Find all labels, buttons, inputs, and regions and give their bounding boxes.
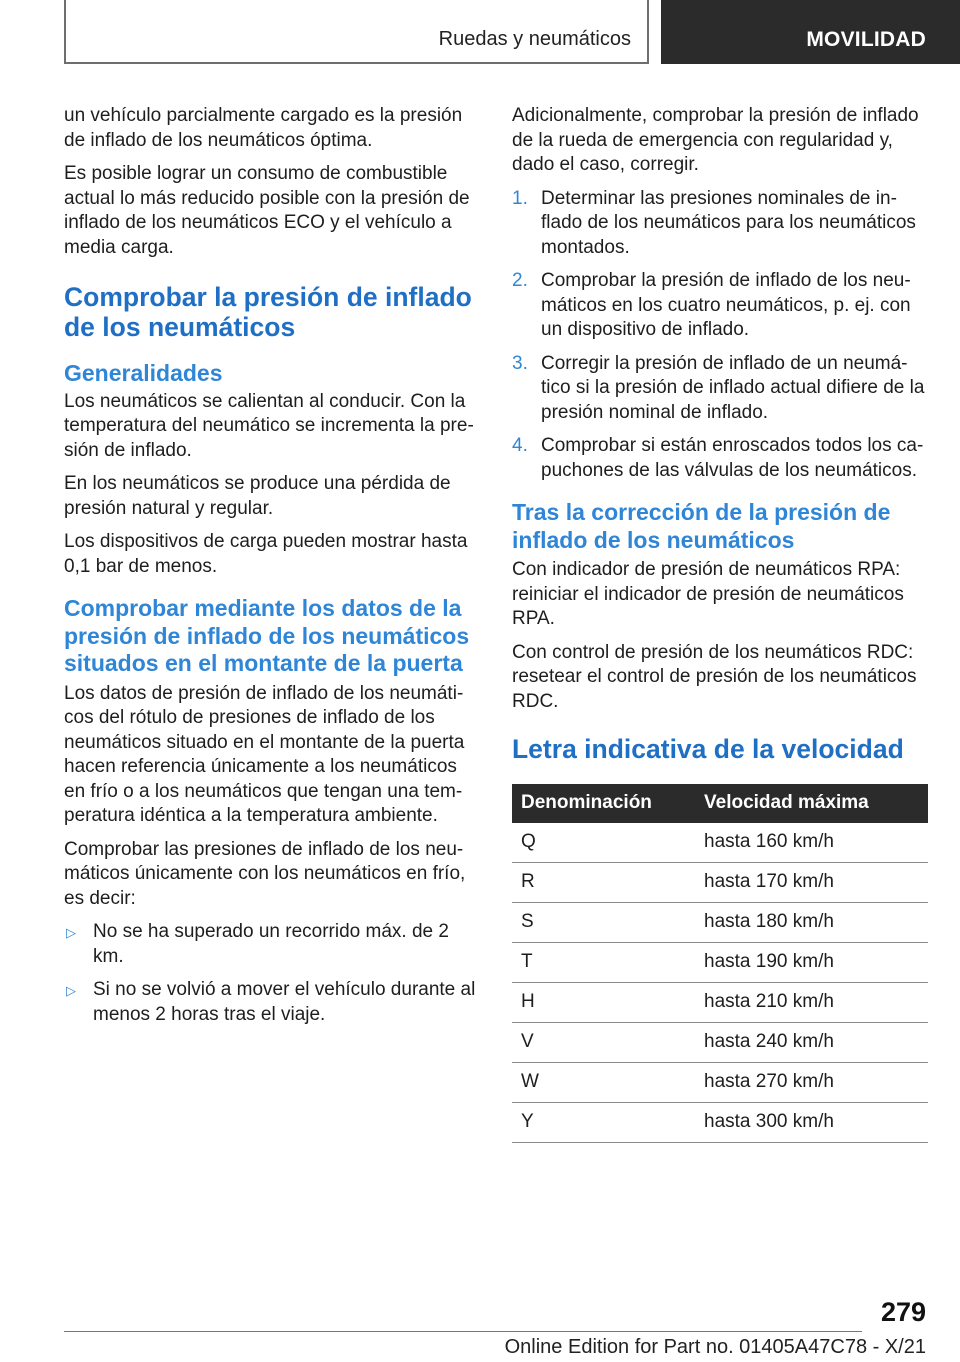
list-item-text: Si no se volvió a mover el vehículo durante al menos 2 horas tras el viaje. xyxy=(93,979,476,1025)
paragraph: Es posible lograr un consumo de combustible actual lo más reducido posible con la presión de inflado de los neumáticos ECO y el vehículo a media carga. xyxy=(64,163,470,258)
step-text: Determinar las presiones nominales de inflado de los neumáticos para los neumáticos montados. xyxy=(541,187,916,258)
footer-edition: Online Edition for Part no. 01405A47C78 - X/21 xyxy=(504,1336,926,1358)
step-item xyxy=(512,187,930,261)
table-cell: hasta 300 km/h xyxy=(695,1103,928,1143)
header-chapter-label: MOVILIDAD xyxy=(806,28,926,51)
bullet-list xyxy=(64,920,482,1027)
step-text: Corregir la presión de inflado de un neumático si la presión de inflado actual difiere de la presión nominal de inflado. xyxy=(541,352,925,423)
paragraph: Los dispositivos de carga pueden mostrar hasta 0,1 bar de menos. xyxy=(64,531,468,577)
table-cell: hasta 270 km/h xyxy=(695,1063,928,1103)
paragraph: Adicionalmente, comprobar la presión de inflado de la rueda de emergencia con regularidad y, dado el caso, corregir. xyxy=(512,105,919,175)
triangle-right-icon: ▷ xyxy=(66,925,76,940)
table-row xyxy=(512,1103,928,1143)
subheading-door-pillar xyxy=(64,595,482,678)
table-cell: hasta 190 km/h xyxy=(695,943,928,983)
table-cell: Y xyxy=(512,1103,695,1143)
table-row xyxy=(512,983,928,1023)
step-item xyxy=(512,434,930,483)
list-item xyxy=(64,978,482,1027)
table-header-row xyxy=(512,784,928,823)
paragraph: Los neumáticos se calientan al conducir. Con la temperatura del neumático se incrementa la presión de inflado. xyxy=(64,390,474,461)
step-number: 3. xyxy=(512,352,528,374)
table-row xyxy=(512,1063,928,1103)
table-cell: hasta 240 km/h xyxy=(695,1023,928,1063)
left-column xyxy=(64,104,482,1036)
triangle-right-icon: ▷ xyxy=(66,983,76,998)
table-cell: Q xyxy=(512,823,695,863)
column-header-designation: Denominación xyxy=(512,784,695,823)
step-number: 2. xyxy=(512,270,528,291)
table-cell: V xyxy=(512,1023,695,1063)
paragraph: Con control de presión de los neumáticos RDC: resetear el control de presión de los neumáticos RDC. xyxy=(512,641,917,712)
subheading-after-correction xyxy=(512,499,930,554)
footer-divider xyxy=(64,1331,862,1332)
paragraph: Comprobar las presiones de inflado de los neumáticos únicamente con los neumáticos en frío, es decir: xyxy=(64,838,466,909)
page-number: 279 xyxy=(880,1297,926,1327)
right-column xyxy=(512,104,930,1143)
table-cell: R xyxy=(512,863,695,903)
subheading-general: Generalidades xyxy=(64,360,223,386)
list-item xyxy=(64,920,482,969)
header-chapter-tab[interactable] xyxy=(661,0,960,64)
table-row xyxy=(512,1023,928,1063)
table-row xyxy=(512,943,928,983)
table-cell: H xyxy=(512,983,695,1023)
section-heading-speed-letter: Letra indicativa de la velocidad xyxy=(512,734,904,764)
header-section-box xyxy=(64,0,649,64)
subheading-line: inflado de los neumáticos xyxy=(512,526,795,553)
table-cell: hasta 170 km/h xyxy=(695,863,928,903)
table-row xyxy=(512,903,928,943)
numbered-steps xyxy=(512,187,930,484)
subheading-line: Comprobar mediante los datos de la xyxy=(64,595,462,621)
paragraph: Con indicador de presión de neumáticos RPA: reiniciar el indicador de presión de neumáticos RPA. xyxy=(512,559,904,629)
step-number: 4. xyxy=(512,435,528,456)
subheading-line: Tras la corrección de la presión de xyxy=(512,499,891,525)
table-cell: hasta 210 km/h xyxy=(695,983,928,1023)
paragraph: un vehículo parcialmente cargado es la presión de inflado de los neumáticos óptima. xyxy=(64,105,463,151)
speed-rating-table xyxy=(512,784,928,1143)
paragraph: En los neumáticos se produce una pérdida de presión natural y regular. xyxy=(64,473,451,519)
subheading-line: presión de inflado de los neumáticos xyxy=(64,622,470,649)
table-row xyxy=(512,823,928,863)
step-number: 1. xyxy=(512,187,528,209)
column-header-max-speed: Velocidad máxima xyxy=(695,784,928,823)
subheading-line: situados en el montante de la puerta xyxy=(64,650,463,676)
step-text: Comprobar la presión de inflado de los neumáticos en los cuatro neumáticos, p. ej. con un dispositivo de inflado. xyxy=(541,270,911,340)
table-cell: S xyxy=(512,903,695,943)
table-cell: hasta 160 km/h xyxy=(695,823,928,863)
list-item-text: No se ha superado un recorrido máx. de 2 km. xyxy=(93,921,449,967)
table-cell: hasta 180 km/h xyxy=(695,903,928,943)
step-item xyxy=(512,352,930,426)
step-item xyxy=(512,269,930,343)
paragraph: Los datos de presión de inflado de los neumáticos del rótulo de presiones de inflado de los neumáticos situado en el montante de la puerta hacen referencia únicamente a los neumáticos en frío o a los neumáticos que tengan una temperatura idéntica a la temperatura ambiente. xyxy=(64,682,465,826)
table-row xyxy=(512,863,928,903)
step-text: Comprobar si están enroscados todos los capuchones de las válvulas de los neumáticos. xyxy=(541,435,924,481)
header-section-title: Ruedas y neumáticos xyxy=(438,28,631,50)
table-cell: W xyxy=(512,1063,695,1103)
section-heading-check-pressure: Comprobar la presión de inflado de los neumáticos xyxy=(64,282,472,342)
table-cell: T xyxy=(512,943,695,983)
